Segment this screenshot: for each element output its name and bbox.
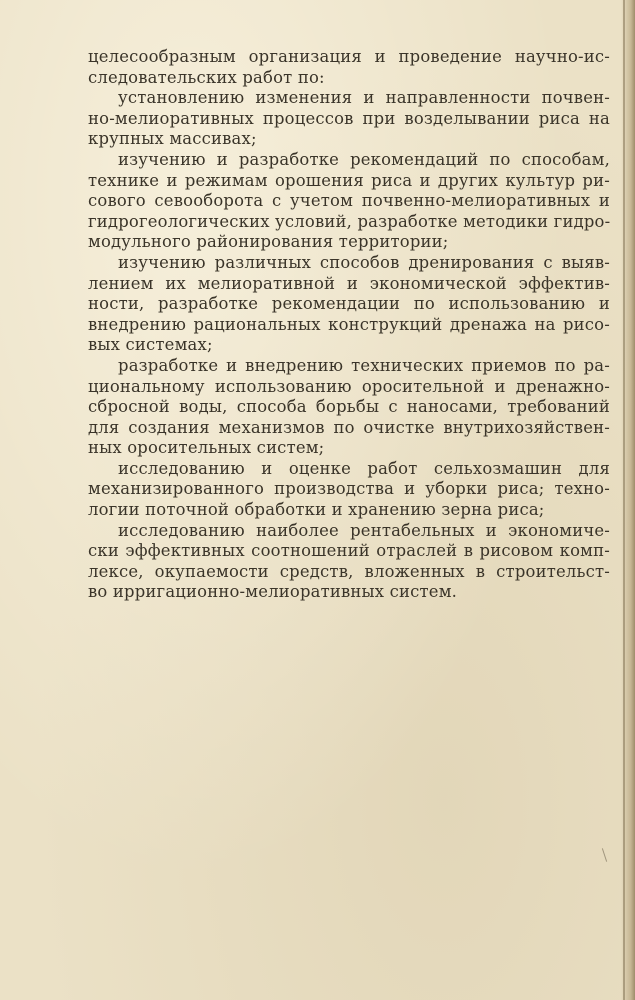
body-text <box>88 47 610 603</box>
text-line: внедрению рациональных конструкций дренажа на рисо- <box>88 314 610 334</box>
page-edge-line <box>623 0 625 1000</box>
text-line: но-мелиоративных процессов при возделывании риса на <box>88 108 610 128</box>
pencil-mark <box>602 848 607 862</box>
text-line: логии поточной обработки и хранению зерна риса; <box>88 500 545 520</box>
text-line: крупных массивах; <box>88 129 257 149</box>
text-line: исследованию наиболее рентабельных и экономиче- <box>118 520 610 540</box>
text-line: целесообразным организация и проведение научно-ис- <box>88 47 610 66</box>
text-line: изучению различных способов дренирования с выяв- <box>118 252 610 272</box>
text-line: циональному использованию оросительной и дренажно- <box>88 376 610 396</box>
text-line: вых системах; <box>88 335 213 355</box>
text-line: сбросной воды, способа борьбы с наносами, требований <box>88 397 610 417</box>
text-line: лексе, окупаемости средств, вложенных в строительст- <box>88 561 610 581</box>
text-line: для создания механизмов по очистке внутрихозяйствен- <box>88 417 610 437</box>
text-line: установлению изменения и направленности почвен- <box>118 88 610 108</box>
text-line: лением их мелиоративной и экономической эффектив- <box>88 273 610 293</box>
text-line: модульного районирования территории; <box>88 232 449 252</box>
text-line: гидрогеологических условий, разработке методики гидро- <box>88 211 610 231</box>
text-line: изучению и разработке рекомендаций по способам, <box>118 149 610 169</box>
text-line: во ирригационно-мелиоративных систем. <box>88 582 458 602</box>
text-line: ски эффективных соотношений отраслей в рисовом комп- <box>88 541 610 561</box>
text-line: разработке и внедрению технических приемов по ра- <box>118 355 610 375</box>
text-line: следовательских работ по: <box>88 67 325 87</box>
text-line: исследованию и оценке работ сельхозмашин для <box>118 458 610 478</box>
text-line: ных оросительных систем; <box>88 438 325 458</box>
text-line: ности, разработке рекомендации по использованию и <box>88 294 610 314</box>
text-line: механизированного производства и уборки риса; техно- <box>88 479 610 499</box>
text-line: технике и режимам орошения риса и других культур ри- <box>88 170 610 190</box>
text-line: сового севооборота с учетом почвенно-мелиоративных и <box>88 191 610 211</box>
